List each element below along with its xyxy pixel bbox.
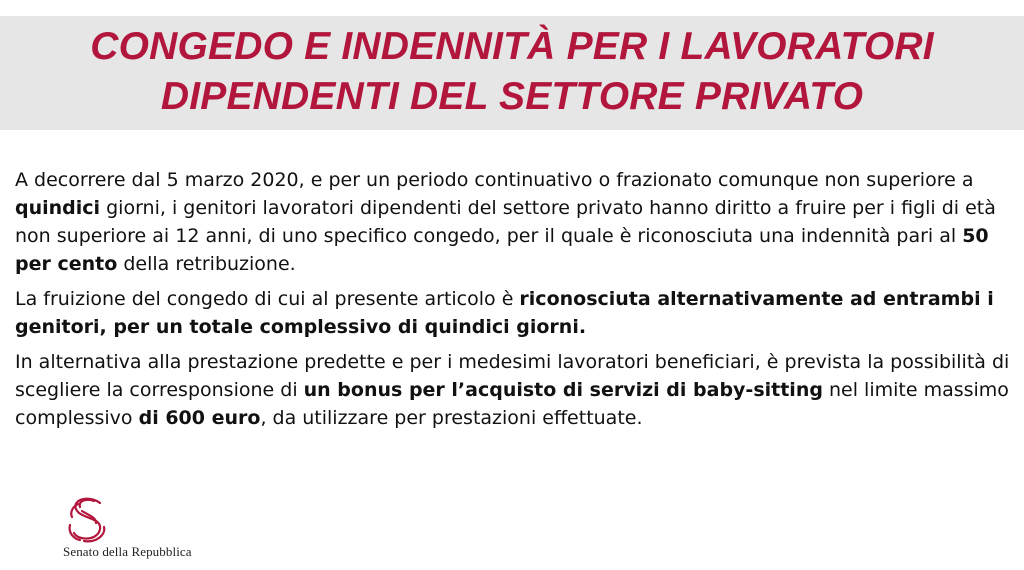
paragraph-1-part-1: A decorrere dal 5 marzo 2020, e per un periodo continuativo o frazionato comunque non superiore a	[15, 169, 974, 191]
paragraph-3	[15, 348, 1015, 432]
paragraph-2-part-2: riconosciuta alternativamente ad entrambi i genitori, per un totale complessivo di quindici giorni.	[15, 288, 994, 338]
paragraph-3-part-5: , da utilizzare per prestazioni effettuate.	[260, 407, 643, 429]
paragraph-3-part-1: In alternativa alla prestazione predette e per i medesimi lavoratori beneficiari, è prevista la possibilità di scegliere la corresponsione di	[15, 351, 1010, 401]
paragraph-3-part-3: nel limite massimo complessivo	[15, 379, 1009, 429]
paragraph-1-part-2: quindici	[15, 197, 101, 219]
page-title	[0, 22, 1024, 122]
body-text	[15, 166, 1015, 439]
paragraph-1-part-4: 50 per cento	[15, 225, 989, 275]
paragraph-3-part-4: di 600 euro	[138, 407, 261, 429]
paragraph-1-part-5: della retribuzione.	[117, 253, 296, 275]
senato-logo-icon	[60, 495, 120, 545]
paragraph-3-part-2: un bonus per l’acquisto di servizi di baby-sitting	[303, 379, 823, 401]
paragraph-2-part-1: La fruizione del congedo di cui al presente articolo è	[15, 288, 520, 310]
page-title-line-2: DIPENDENTI DEL SETTORE PRIVATO	[160, 75, 864, 118]
logo-text: Senato della Repubblica	[63, 544, 192, 559]
page-title-line-1: CONGEDO E INDENNITÀ PER I LAVORATORI	[90, 25, 934, 68]
paragraph-2	[15, 285, 1015, 341]
paragraph-1	[15, 166, 1015, 278]
paragraph-1-part-3: giorni, i genitori lavoratori dipendenti del settore privato hanno diritto a fruire per i figli di età non superiore ai 12 anni, di uno specifico congedo, per il quale è riconosciuta una indennità pari al	[15, 197, 996, 247]
